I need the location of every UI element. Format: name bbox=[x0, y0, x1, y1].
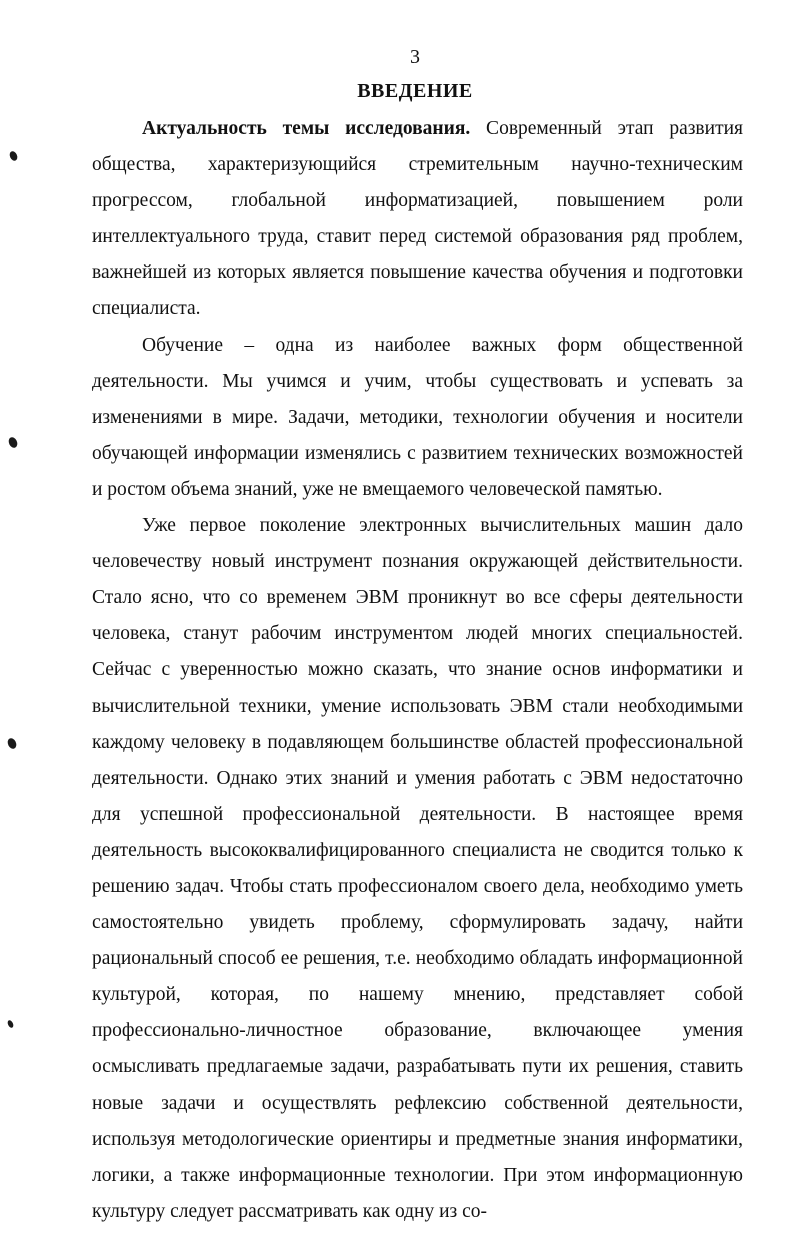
paragraph bbox=[92, 111, 743, 328]
paragraph-text: Современный этап развития общества, характеризующийся стремительным научно-техническим прогрессом, глобальной информатизацией, повышением роли интеллектуального труда, ставит перед системой образования ряд проблем, важнейшей из которых является повышение качества обучения и подготовки специалиста. bbox=[92, 118, 743, 320]
punch-hole-mark bbox=[7, 436, 19, 449]
page-title: ВВЕДЕНИЕ bbox=[357, 80, 473, 102]
punch-hole-mark bbox=[6, 737, 18, 750]
body-text bbox=[92, 111, 743, 1230]
paragraph: Обучение – одна из наиболее важных форм общественной деятельности. Мы учимся и учим, чтобы существовать и успевать за изменениями в мире. Задачи, методики, технологии обучения и носители обучающей информации изменялись с развитием технических возможностей и ростом объема знаний, уже не вмещаемого человеческой памятью. bbox=[92, 334, 743, 500]
paragraph-lead: Актуальность темы исследования. bbox=[142, 118, 471, 139]
punch-hole-mark bbox=[8, 150, 19, 162]
punch-hole-mark bbox=[7, 1019, 15, 1028]
page-number: 3 bbox=[410, 46, 420, 68]
paragraph: Уже первое поколение электронных вычислительных машин дало человечеству новый инструмент познания окружающей действительности. Стало ясно, что со временем ЭВМ проникнут во все сферы деятельности человека, станут рабочим инструментом людей многих специальностей. Сейчас с уверенностью можно сказать, что знание основ информатики и вычислительной техники, умение использовать ЭВМ стали необходимыми каждому человеку в подавляющем большинстве областей профессиональной деятельности. Однако этих знаний и умения работать с ЭВМ недостаточно для успешной профессиональной деятельности. В настоящее время деятельность высококвалифицированного специалиста не сводится только к решению задач. Чтобы стать профессионалом своего дела, необходимо уметь самостоятельно увидеть проблему, сформулировать задачу, найти рациональный способ ее решения, т.е. необходимо обладать информационной культурой, которая, по нашему мнению, представляет собой профессионально-личностное образование, включающее умения осмысливать предлагаемые задачи, разрабатывать пути их решения, ставить новые задачи и осуществлять рефлексию собственной деятельности, используя методологические ориентиры и предметные знания информатики, логики, а также информационные технологии. При этом информационную культуру следует рассматривать как одну из со- bbox=[92, 515, 743, 1222]
